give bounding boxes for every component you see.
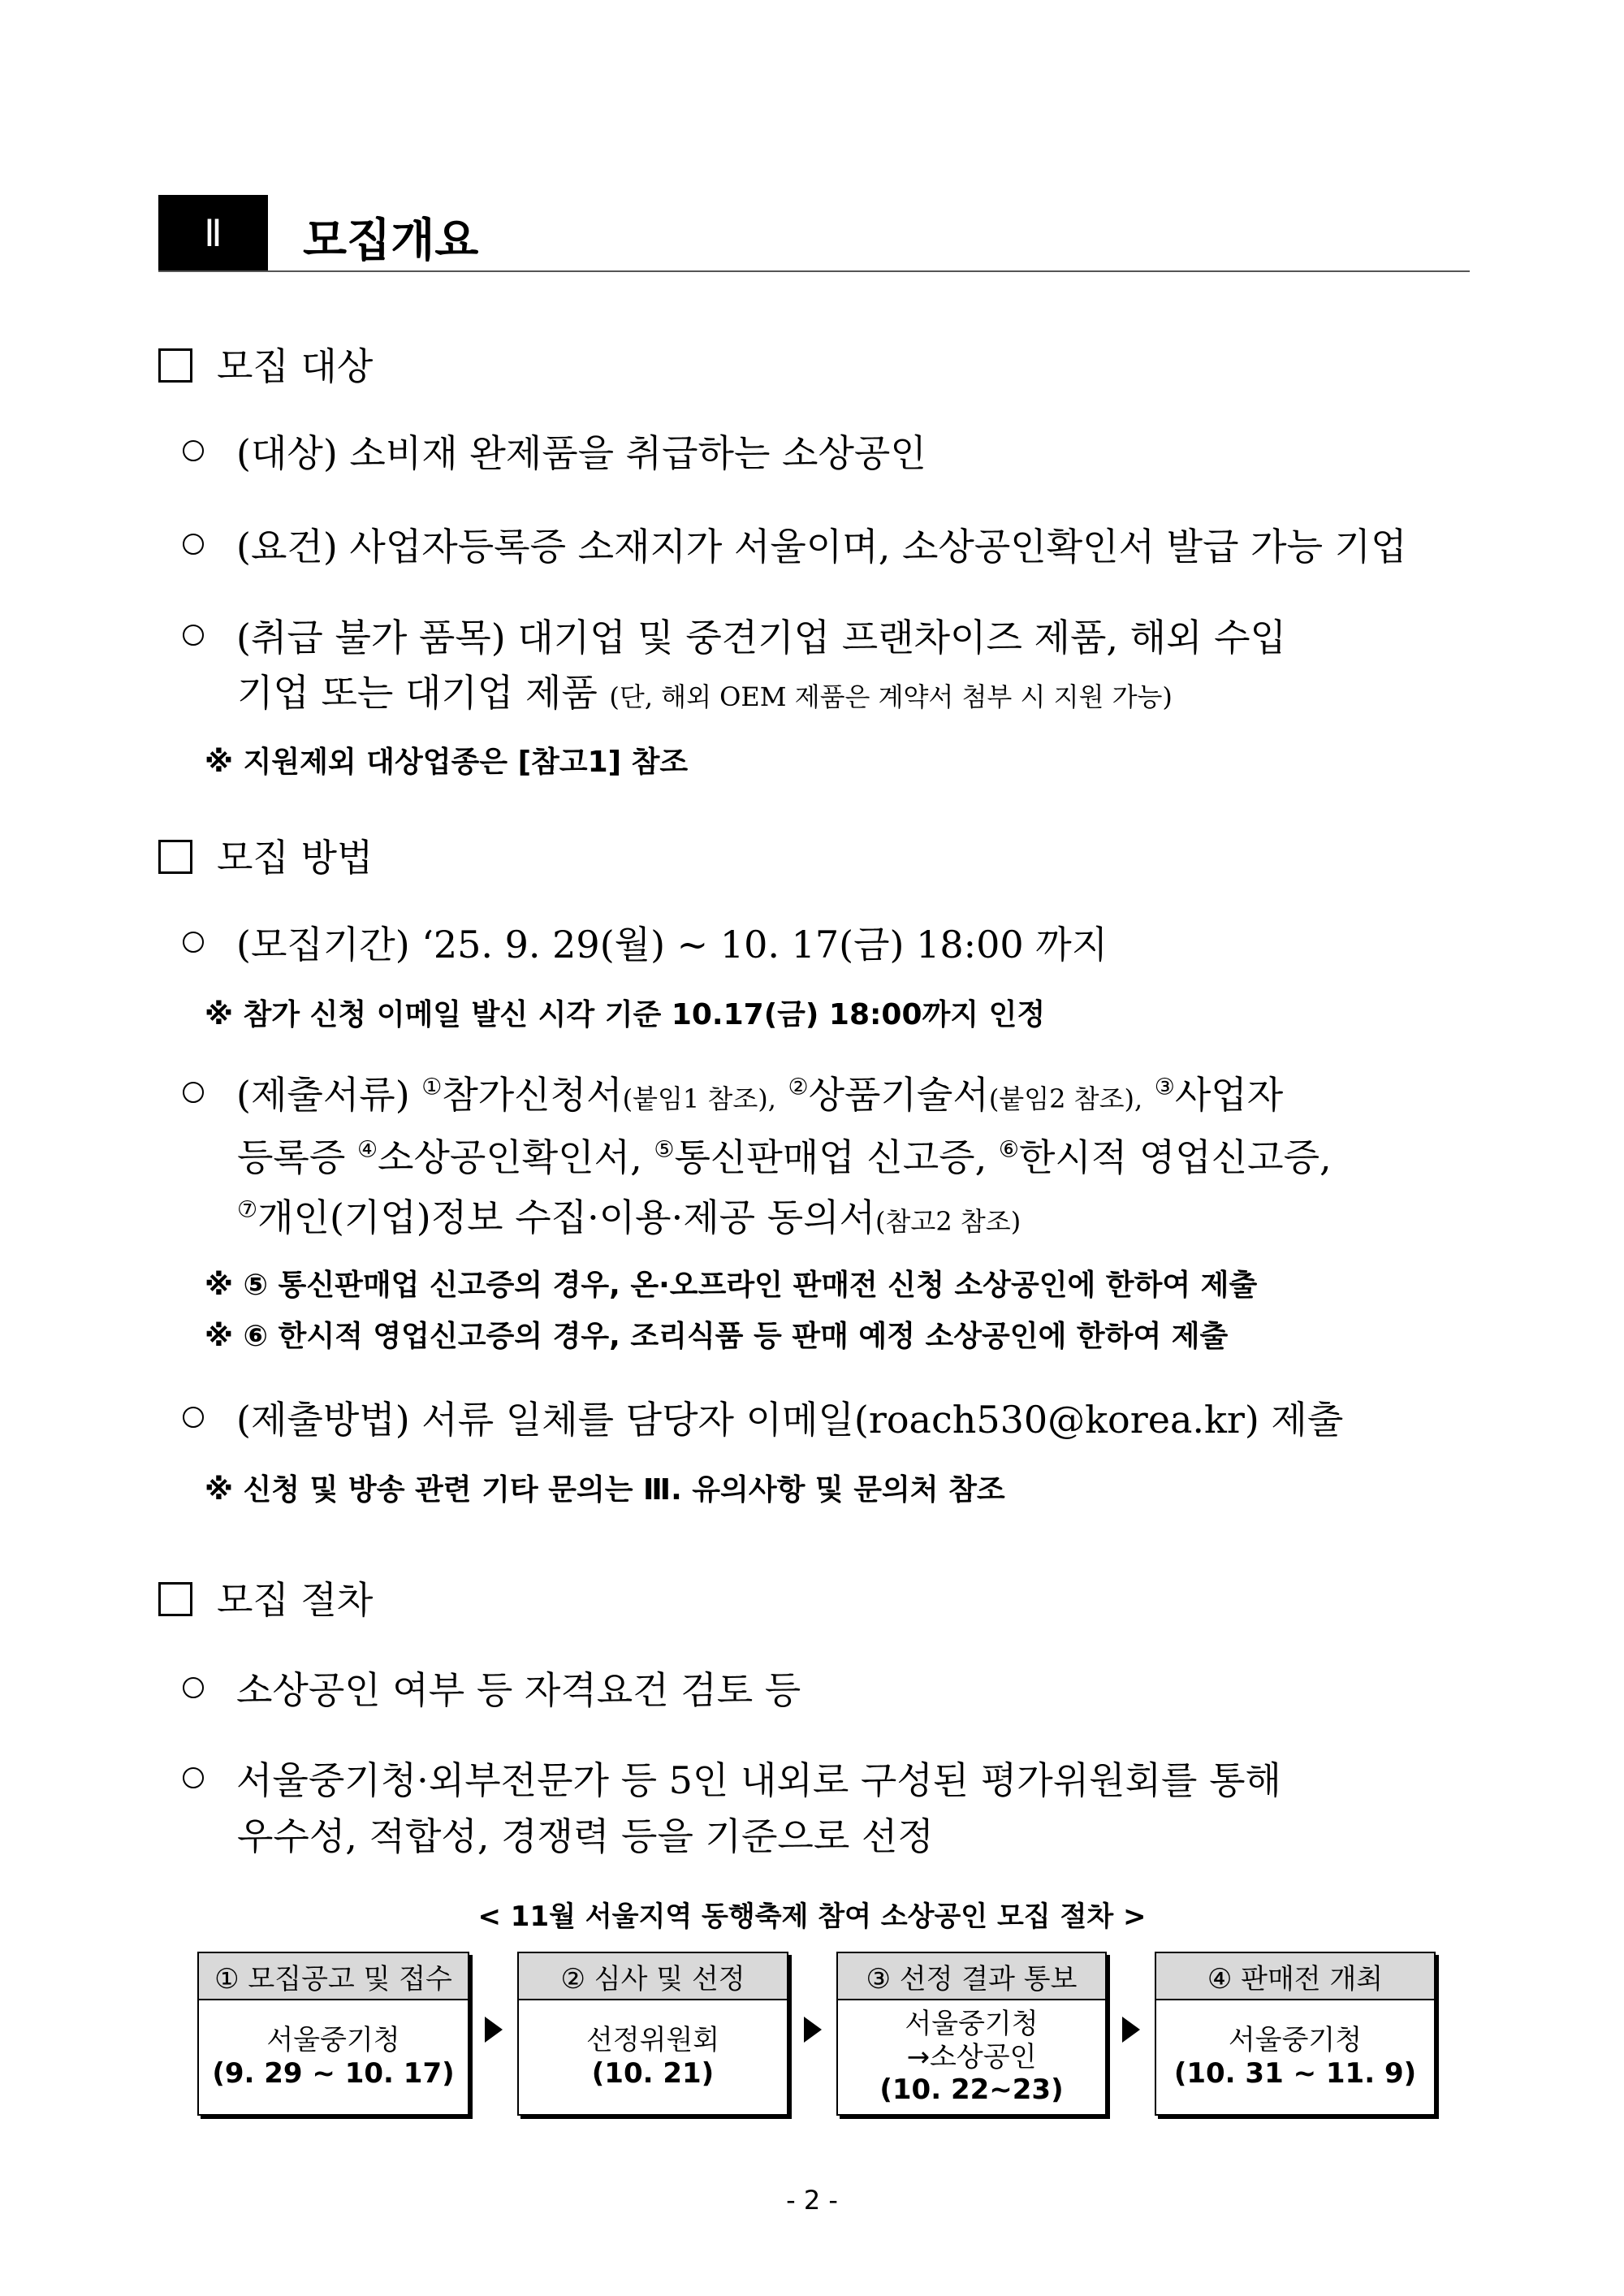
doc-name: 소상공인확인서,	[378, 1135, 642, 1179]
step-title: ① 모집공고 및 접수	[199, 1953, 468, 2000]
flow-step	[197, 1952, 469, 2116]
item-continuation	[237, 664, 1173, 717]
step-org-target: →소상공인	[906, 2040, 1037, 2073]
doc-name: 개인(기업)정보 수집·이용·제공 동의서	[257, 1196, 876, 1239]
section-number-badge: Ⅱ	[158, 195, 268, 270]
section-title: 모집 대상	[217, 344, 374, 388]
bullet-circle-icon	[183, 932, 204, 953]
item-text: (모집기간) ‘25. 9. 29(월) ~ 10. 17(금) 18:00 까지	[236, 923, 1108, 966]
item-text: (요건) 사업자등록증 소재지가 서울이며, 소상공인확인서 발급 가능 기업	[236, 525, 1407, 569]
doc-number: ⑥	[998, 1135, 1019, 1163]
doc-ref: (붙임1 참조),	[622, 1083, 776, 1114]
step-org: 서울중기청	[1228, 2024, 1363, 2057]
item-continuation	[237, 1188, 1021, 1242]
flow-caption: < 11월 서울지역 동행축제 참여 소상공인 모집 절차 >	[477, 1900, 1147, 1933]
bullet-circle-icon	[183, 440, 204, 461]
section-heading	[158, 828, 373, 882]
step-date: (10. 21)	[591, 2057, 715, 2090]
doc-name: 사업자	[1174, 1073, 1284, 1117]
doc-number: ⑦	[237, 1196, 258, 1223]
bullet-circle-icon	[183, 1407, 204, 1428]
note: ※ ⑤ 통신판매업 신고증의 경우, 온·오프라인 판매전 신청 소상공인에 한하여 제출	[205, 1269, 1258, 1302]
step-title: ③ 선정 결과 통보	[838, 1953, 1105, 2000]
bullet-circle-icon	[183, 1767, 204, 1788]
doc-name: 통신판매업 신고증,	[674, 1135, 987, 1179]
item-note: (단, 해외 OEM 제품은 계약서 첨부 시 지원 가능)	[609, 681, 1173, 712]
section-title: 모집 절차	[217, 1578, 374, 1622]
step-date: (10. 31 ~ 11. 9)	[1173, 2057, 1417, 2090]
list-item	[183, 1066, 1283, 1119]
item-text: (대상) 소비재 완제품을 취급하는 소상공인	[236, 431, 926, 475]
note: ※ 지원제외 대상업종은 [참고1] 참조	[205, 746, 689, 779]
item-continuation	[237, 1128, 1332, 1182]
bullet-circle-icon	[183, 1082, 204, 1103]
step-title: ② 심사 및 선정	[519, 1953, 787, 2000]
flow-step	[517, 1952, 788, 2116]
flow-step	[1155, 1952, 1436, 2116]
page-title: 모집개요	[303, 214, 479, 267]
note: ※ ⑥ 한시적 영업신고증의 경우, 조리식품 등 판매 예정 소상공인에 한하여 제출	[205, 1320, 1229, 1353]
list-item	[183, 1661, 801, 1714]
step-org: 선정위원회	[585, 2024, 720, 2057]
title-divider	[158, 270, 1470, 272]
item-text: 기업 또는 대기업 제품	[237, 671, 598, 715]
item-label: (제출서류)	[236, 1073, 410, 1117]
doc-ref: (붙임2 참조),	[988, 1083, 1143, 1114]
section-title: 모집 방법	[217, 836, 374, 880]
list-item	[183, 424, 926, 478]
bullet-circle-icon	[183, 625, 204, 646]
item-text: 서울중기청·외부전문가 등 5인 내외로 구성된 평가위원회를 통해	[236, 1758, 1281, 1802]
doc-ref: (참고2 참조)	[875, 1206, 1021, 1237]
list-item	[183, 608, 1286, 662]
doc-number: ⑤	[654, 1135, 675, 1163]
step-date: (10. 22~23)	[879, 2073, 1064, 2107]
doc-number: ④	[356, 1135, 378, 1163]
section-heading	[158, 337, 373, 391]
item-continuation: 우수성, 적합성, 경쟁력 등을 기준으로 선정	[237, 1814, 934, 1858]
item-text: (취급 불가 품목) 대기업 및 중견기업 프랜차이즈 제품, 해외 수입	[236, 616, 1287, 659]
arrow-right-icon	[485, 2017, 503, 2043]
list-item	[183, 1751, 1281, 1805]
doc-name: 등록증	[237, 1135, 346, 1179]
item-text: 소상공인 여부 등 자격요건 검토 등	[236, 1668, 801, 1712]
step-org: 서울중기청	[905, 2007, 1039, 2040]
list-item	[183, 517, 1407, 571]
flow-step	[836, 1952, 1107, 2116]
list-item	[183, 915, 1108, 969]
doc-number: ③	[1154, 1073, 1175, 1100]
checkbox-square-icon	[158, 348, 192, 383]
item-text: (제출방법) 서류 일체를 담당자 이메일(roach530@korea.kr) 제출	[236, 1398, 1344, 1442]
doc-name: 상품기술서	[808, 1073, 989, 1117]
step-date: (9. 29 ~ 10. 17)	[212, 2057, 455, 2090]
doc-name: 한시적 영업신고증,	[1018, 1135, 1332, 1179]
step-title: ④ 판매전 개최	[1156, 1953, 1434, 2000]
doc-name: 참가신청서	[442, 1073, 623, 1117]
bullet-circle-icon	[183, 1677, 204, 1698]
section-heading	[158, 1571, 373, 1624]
note: ※ 신청 및 방송 관련 기타 문의는 Ⅲ. 유의사항 및 문의처 참조	[205, 1473, 1005, 1507]
bullet-circle-icon	[183, 534, 204, 555]
note: ※ 참가 신청 이메일 발신 시각 기준 10.17(금) 18:00까지 인정	[205, 998, 1046, 1031]
arrow-right-icon	[804, 2017, 822, 2043]
checkbox-square-icon	[158, 840, 192, 874]
checkbox-square-icon	[158, 1582, 192, 1616]
doc-number: ①	[421, 1073, 443, 1100]
step-org: 서울중기청	[266, 2024, 400, 2057]
doc-number: ②	[788, 1073, 809, 1100]
page-number: - 2 -	[786, 2185, 838, 2216]
arrow-right-icon	[1122, 2017, 1140, 2043]
list-item	[183, 1390, 1343, 1444]
